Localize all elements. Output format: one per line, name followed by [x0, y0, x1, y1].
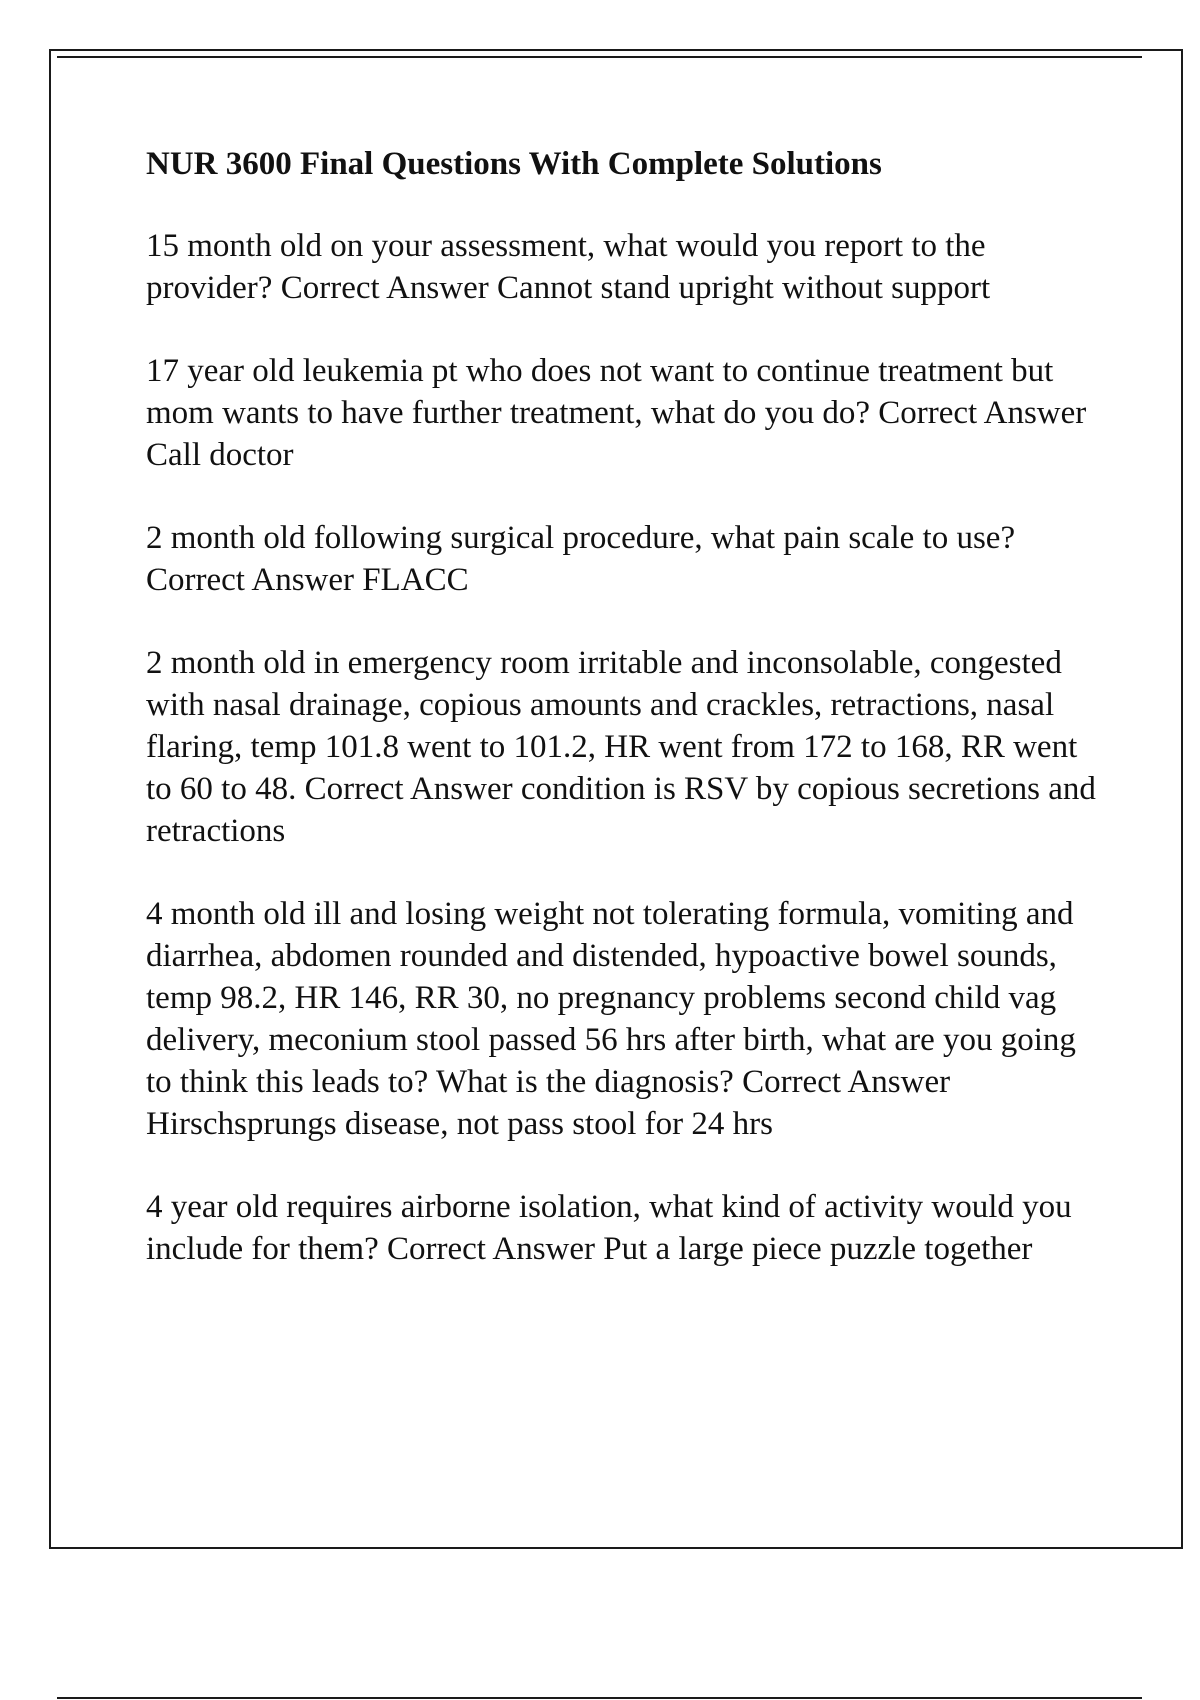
answer-label: Correct Answer [878, 395, 1087, 431]
answer-text: Call doctor [146, 437, 294, 473]
document-title: NUR 3600 Final Questions With Complete Solutions [146, 146, 882, 182]
qa-item [146, 517, 1106, 601]
footer-rule [57, 1697, 1142, 1699]
answer-label: Correct Answer [280, 270, 489, 306]
question-text: 17 year old leukemia pt who does not want to continue treatment but mom wants to have further treatment, what do you do? [146, 353, 1062, 431]
answer-label: Correct Answer [146, 562, 355, 598]
question-text: 2 month old in emergency room irritable and inconsolable, congested with nasal drainage, copious amounts and crackles, retractions, nasal flaring, temp 101.8 went to 101.2, HR went from 172 to 168, RR went to 60 to 48. [146, 645, 1086, 807]
answer-label: Correct Answer [387, 1231, 596, 1267]
qa-item [146, 225, 1106, 309]
answer-text: condition is RSV by copious secretions and retractions [146, 771, 1105, 849]
qa-item [146, 642, 1106, 852]
answer-text: Hirschsprungs disease, not pass stool for 24 hrs [146, 1106, 773, 1142]
qa-item [146, 893, 1106, 1145]
qa-item [146, 1186, 1106, 1270]
question-text: 4 month old ill and losing weight not tolerating formula, vomiting and diarrhea, abdomen rounded and distended, hypoactive bowel sounds, temp 98.2, HR 146, RR 30, no pregnancy problems second child vag delivery, meconium stool passed 56 hrs after birth, what are you going to think this leads to? What is the diagnosis? [146, 896, 1085, 1100]
qa-item [146, 350, 1106, 476]
question-text: 2 month old following surgical procedure, what pain scale to use? [146, 520, 1016, 556]
answer-text: Cannot stand upright without support [496, 270, 991, 306]
question-text: 4 year old requires airborne isolation, what kind of activity would you include for them? [146, 1189, 1080, 1267]
answer-label: Correct Answer [742, 1064, 951, 1100]
question-text: 15 month old on your assessment, what would you report to the provider? [146, 228, 994, 306]
answer-label: Correct Answer [304, 771, 513, 807]
header-rule [57, 56, 1142, 58]
answer-text: Put a large piece puzzle together [603, 1231, 1033, 1267]
answer-text: FLACC [362, 562, 469, 598]
document-body [146, 143, 1106, 1311]
